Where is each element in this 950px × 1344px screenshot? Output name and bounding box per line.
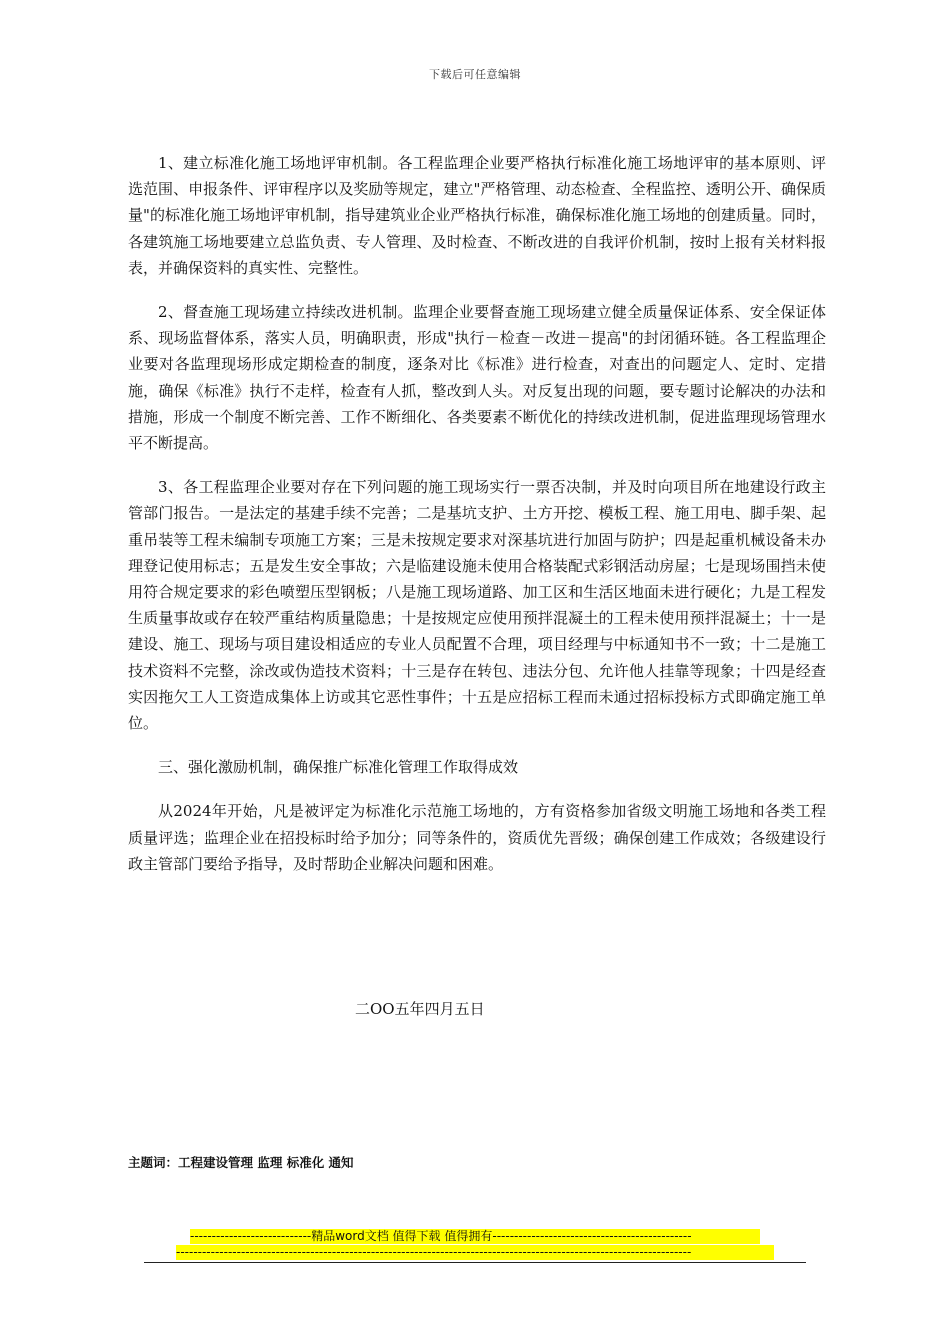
paragraph-2: 2、督查施工现场建立持续改进机制。监理企业要督查施工现场建立健全质量保证体系、安全保证体系、现场监督体系，落实人员，明确职责，形成"执行－检查－改进－提高"的封闭循环链。各工程监理企业要对各监理现场形成定期检查的制度，逐条对比《标准》进行检查，对查出的问题定人、定时、定措施，确保《标准》执行不走样，检查有人抓，整改到人头。对反复出现的问题，要专题讨论解决的办法和措施，形成一个制度不断完善、工作不断细化、各类要素不断优化的持续改进机制，促进监理现场管理水平不断提高。 — [128, 303, 826, 453]
footer-rule — [144, 1262, 806, 1263]
page-header: 下载后可任意编辑 — [429, 68, 521, 81]
footer-banner-line-1: ----------------------------精品word文档 值得下载 值得拥有---------------------------------------------- — [190, 1229, 760, 1244]
section-heading: 三、强化激励机制，确保推广标准化管理工作取得成效 — [158, 758, 519, 777]
footer-banner-line-2: ----------------------------------------------------------------------------------------------------------------------- — [176, 1245, 774, 1260]
document-date: 二OO五年四月五日 — [355, 1000, 485, 1018]
document-body — [128, 150, 826, 895]
paragraph-3: 3、各工程监理企业要对存在下列问题的施工现场实行一票否决制，并及时向项目所在地建设行政主管部门报告。一是法定的基建手续不完善；二是基坑支护、土方开挖、模板工程、施工用电、脚手架、起重吊装等工程未编制专项施工方案；三是未按规定要求对深基坑进行加固与防护；四是起重机械设备未办理登记使用标志；五是发生安全事故；六是临建设施未使用合格装配式彩钢活动房屋；七是现场围挡未使用符合规定要求的彩色喷塑压型钢板；八是施工现场道路、加工区和生活区地面未进行硬化；九是工程发生质量事故或存在较严重结构质量隐患；十是按规定应使用预拌混凝土的工程未使用预拌混凝土；十一是建设、施工、现场与项目建设相适应的专业人员配置不合理，项目经理与中标通知书不一致；十二是施工技术资料不完整，涂改或伪造技术资料；十三是存在转包、违法分包、允许他人挂靠等现象；十四是经查实因拖欠工人工资造成集体上访或其它恶性事件；十五是应招标工程而未通过招标投标方式即确定施工单位。 — [128, 478, 826, 733]
subject-keywords: 主题词：工程建设管理 监理 标准化 通知 — [128, 1155, 354, 1170]
paragraph-4: 从2024年开始，凡是被评定为标准化示范施工场地的，方有资格参加省级文明施工场地和各类工程质量评选；监理企业在招投标时给予加分；同等条件的，资质优先晋级；确保创建工作成效；各级建设行政主管部门要给予指导，及时帮助企业解决问题和困难。 — [128, 802, 826, 873]
paragraph-1: 1、建立标准化施工场地评审机制。各工程监理企业要严格执行标准化施工场地评审的基本原则、评选范围、申报条件、评审程序以及奖励等规定，建立"严格管理、动态检查、全程监控、透明公开、确保质量"的标准化施工场地评审机制，指导建筑业企业严格执行标准，确保标准化施工场地的创建质量。同时，各建筑施工场地要建立总监负责、专人管理、及时检查、不断改进的自我评价机制，按时上报有关材料报表，并确保资料的真实性、完整性。 — [128, 154, 826, 277]
